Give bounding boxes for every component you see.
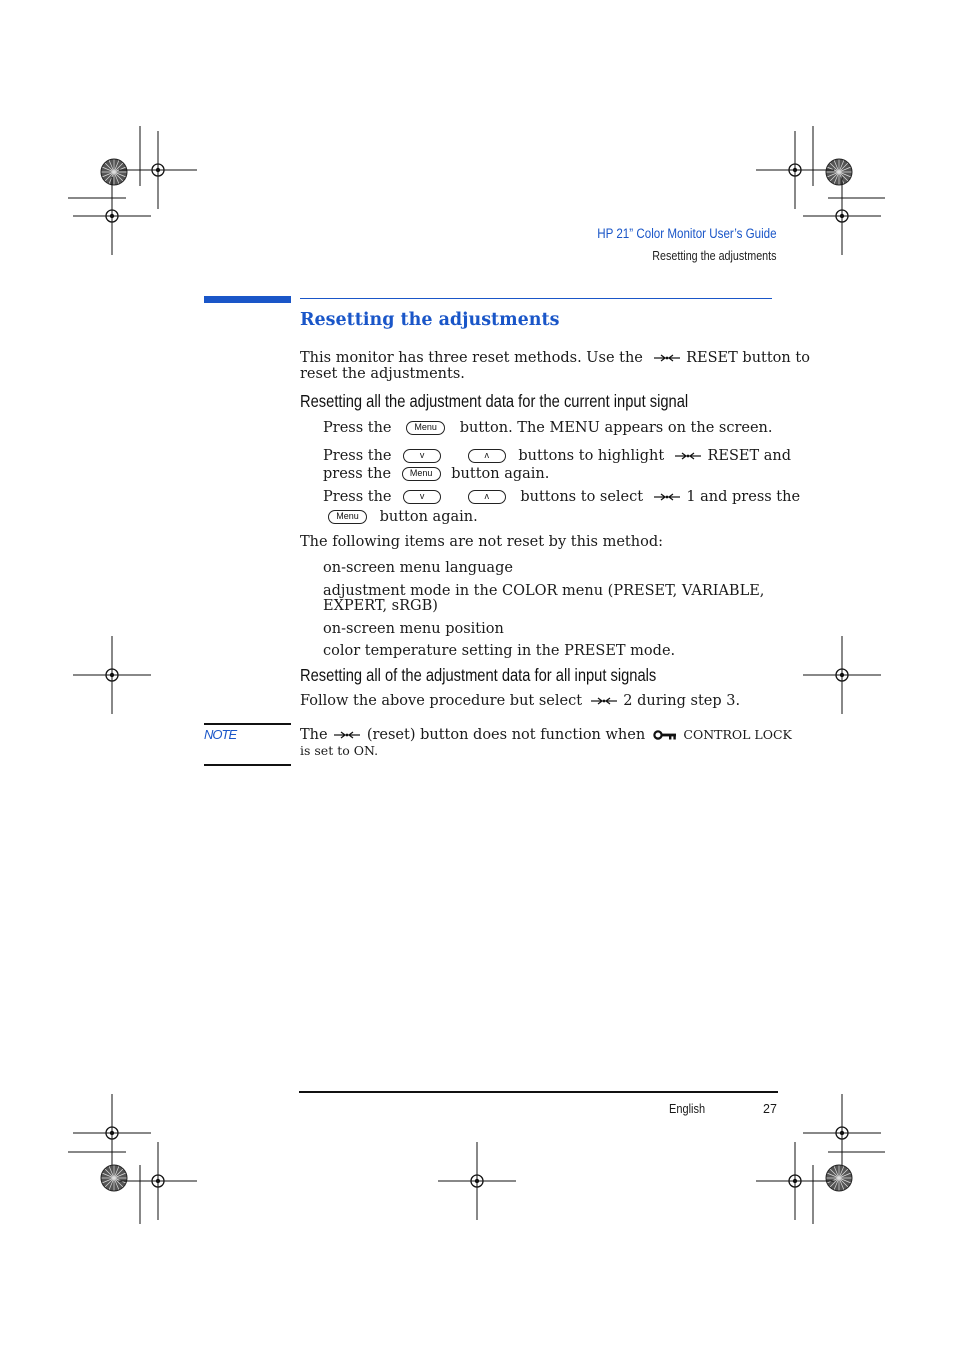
step-1 — [323, 420, 773, 436]
section-rule — [300, 298, 772, 299]
reset-icon — [334, 730, 360, 740]
not-reset-lead: The following items are not reset by this method: — [300, 534, 663, 550]
up-button-icon: ʌ — [468, 449, 506, 463]
key-icon — [653, 729, 677, 741]
note-text-b: (reset) button does not function when — [366, 727, 646, 743]
step1-text-b: button. The MENU appears on the screen. — [459, 420, 773, 436]
step2-text-e: button again. — [451, 466, 550, 482]
intro-text-b: RESET button to — [686, 350, 810, 366]
subheading-all-inputs: Resetting all of the adjustment data for all input signals — [300, 665, 657, 685]
running-header-title: HP 21” Color Monitor User’s Guide — [597, 226, 777, 241]
sub2-text-a: Follow the above procedure but select — [300, 693, 583, 709]
intro-paragraph — [300, 350, 810, 382]
all-inputs-paragraph — [300, 693, 740, 709]
intro-text-c: reset the adjustments. — [300, 366, 465, 382]
step2-text-b: buttons to highlight — [518, 448, 665, 464]
reset-icon — [654, 492, 680, 502]
down-button-icon: v — [403, 490, 441, 504]
list-item: adjustment mode in the COLOR menu (PRESET, VARIABLE, — [323, 583, 765, 599]
step1-text-a: Press the — [323, 420, 392, 436]
up-button-icon: ʌ — [468, 490, 506, 504]
list-item: on-screen menu position — [323, 621, 504, 637]
reset-icon — [654, 353, 680, 363]
step3-text-d: button again. — [379, 509, 478, 525]
note-text-c: CONTROL LOCK — [683, 727, 792, 742]
list-item: on-screen menu language — [323, 560, 513, 576]
step3-text-c: 1 and press the — [686, 489, 801, 505]
reset-icon — [591, 696, 617, 706]
section-accent-bar — [204, 296, 291, 303]
menu-button-icon: Menu — [406, 421, 445, 435]
note-text-a: The — [300, 727, 328, 743]
running-header-section: Resetting the adjustments — [652, 249, 777, 263]
note-bottom-rule — [204, 764, 291, 766]
note-text-d: is set to ON. — [300, 743, 379, 758]
list-item-continued: EXPERT, sRGB) — [323, 598, 438, 614]
section-title: Resetting the adjustments — [300, 310, 560, 330]
step-2 — [323, 448, 792, 482]
note-paragraph — [300, 727, 792, 759]
note-label: NOTE — [204, 727, 237, 742]
menu-button-icon: Menu — [328, 510, 367, 524]
step3-text-b: buttons to select — [520, 489, 644, 505]
step3-text-a: Press the — [323, 489, 392, 505]
subheading-current-input: Resetting all the adjustment data for the current input signal — [300, 391, 689, 411]
step2-text-d: press the — [323, 466, 392, 482]
reset-icon — [675, 451, 701, 461]
page-number: 27 — [763, 1102, 777, 1116]
list-item: color temperature setting in the PRESET mode. — [323, 643, 676, 659]
step2-text-c: RESET and — [707, 448, 792, 464]
step2-text-a: Press the — [323, 448, 392, 464]
menu-button-icon: Menu — [402, 467, 441, 481]
intro-text-a: This monitor has three reset methods. Use the — [300, 350, 643, 366]
step-3 — [323, 489, 801, 525]
footer-language: English — [669, 1102, 706, 1116]
sub2-text-b: 2 during step 3. — [623, 693, 741, 709]
note-top-rule — [204, 723, 291, 725]
down-button-icon: v — [403, 449, 441, 463]
footer-rule — [299, 1091, 778, 1093]
